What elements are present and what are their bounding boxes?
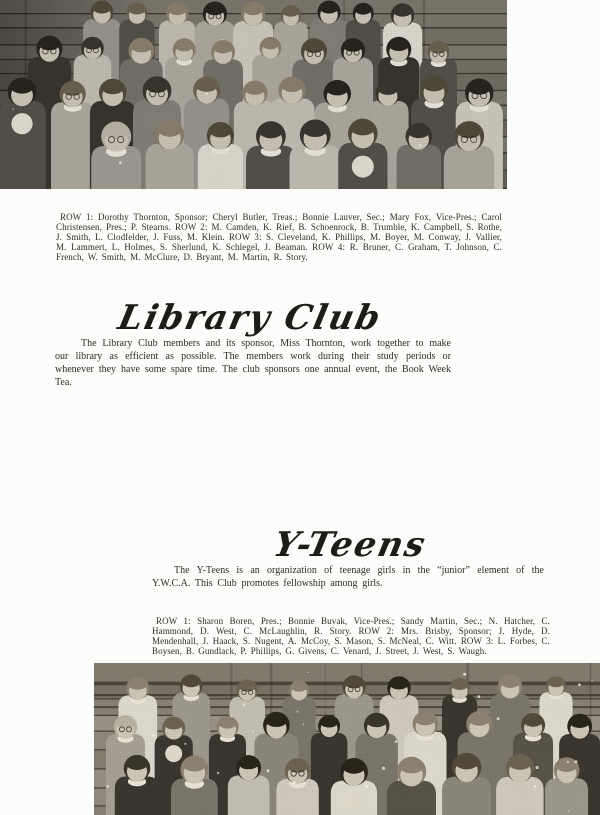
y-teens-description: The Y-Teens is an organization of teenage girls in the “junior” element of the Y.W.C.A. This Club promotes fellowship among girls.: [152, 565, 544, 589]
library-club-title: Library Club: [114, 298, 386, 339]
y-teens-photo: [94, 663, 600, 815]
y-teens-photo-image: [94, 663, 600, 815]
library-club-photo-image: [0, 0, 507, 189]
library-club-photo: [0, 0, 507, 189]
library-club-caption: ROW 1: Dorothy Thornton, Sponsor; Cheryl Butler, Treas.; Bonnie Lauver, Sec.; Mary Fox, Vice-Pres.; Carol Christensen, Pres.; P. Stearns. ROW 2: M. Camden, K. Rief, B. Schoenrock, B. Trumble, K. Campbell, S. Rothe, J. Smith, L. Clodfelder, J. Fuss, M. Klein. ROW 3: S. Cleveland, K. Phillips, M. Boyer, M. Conway, J. Vallier, M. Lammert, L. Holmes, S. Sherlund, K. Schlegel, J. Beaman. ROW 4: R. Bruner, C. Graham, T. Johnson, C. French, W. Smith, M. McClure, D. Bryant, M. Martin, R. Story.: [56, 212, 502, 262]
y-teens-caption: ROW 1: Sharon Boren, Pres.; Bonnie Buvak, Vice-Pres.; Sandy Martin, Sec.; N. Hatcher, C. Hammond, D. West, C. McLaughlin, R. Story. ROW 2: Mrs. Brisby, Sponsor; J. Hyde, D. Mendenhall, J. Haack, S. Nugent, A. McCoy, S. Mason, S. McNeal, C. Witt. ROW 3: L. Forbes, C. Boysen, B. Gundlack, P. Phillips, G. Givens, C. Venard, J. Street, J. West, S. Waugh.: [152, 616, 550, 656]
library-club-description: The Library Club members and its sponsor, Miss Thornton, work together to make our library as efficient as possible. The members work during their study periods or whenever they have some spare time. The club sponsors one annual event, the Book Week Tea.: [55, 338, 451, 388]
y-teens-title: Y-Teens: [269, 525, 431, 566]
